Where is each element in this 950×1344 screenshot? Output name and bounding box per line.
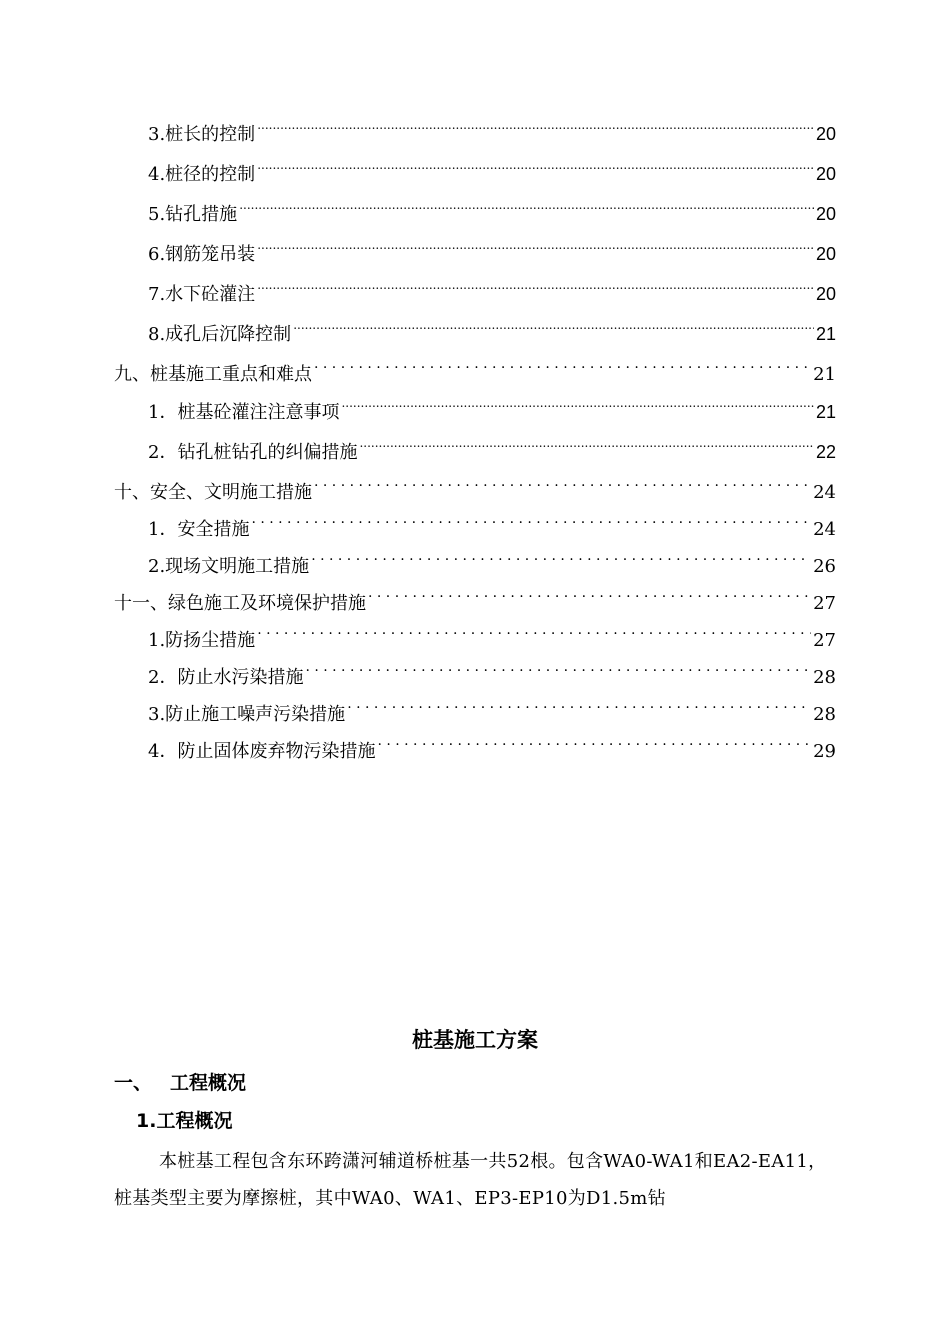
toc-entry-page: 26 — [813, 556, 836, 577]
body-paragraph: 本桩基工程包含东环跨潇河辅道桥桩基一共52根。包含WA0-WA1和EA2-EA11，桩基类型主要为摩擦桩，其中WA0、WA1、EP3-EP10为D1.5m钻 — [114, 1151, 827, 1209]
toc-entry-page: 21 — [815, 324, 836, 344]
toc-leader-dots — [305, 659, 811, 683]
toc-section-title: 十、安全、文明施工措施 — [114, 482, 312, 503]
toc-leader-dots — [239, 196, 814, 220]
toc-section[interactable] — [114, 474, 836, 503]
toc-leader-dots — [257, 622, 811, 646]
toc-leader-dots — [347, 696, 811, 720]
toc-entry-page: 20 — [815, 284, 836, 304]
toc-entry[interactable] — [148, 156, 836, 185]
toc-entry-title: 1．桩基砼灌注注意事项 — [148, 402, 340, 423]
toc-entry-page: 28 — [813, 667, 836, 688]
toc-entry[interactable] — [148, 434, 836, 463]
toc-entry-title: 1．安全措施 — [148, 519, 250, 540]
subsection-heading: 1.工程概况 — [136, 1110, 233, 1132]
toc-entry-title: 5.钻孔措施 — [148, 204, 238, 225]
toc-entry-title: 2．钻孔桩钻孔的纠偏措施 — [148, 442, 358, 463]
toc-entry-title: 2.现场文明施工措施 — [148, 556, 310, 577]
section-heading — [114, 1068, 246, 1095]
toc-entry[interactable] — [148, 394, 836, 423]
toc-entry-page: 22 — [815, 442, 836, 462]
toc-entry[interactable] — [148, 316, 836, 345]
toc-entry-title: 8.成孔后沉降控制 — [148, 324, 292, 345]
toc-entry-page: 24 — [813, 519, 836, 540]
toc-entry-title: 7.水下砼灌注 — [148, 284, 256, 305]
toc-section-title: 十一、绿色施工及环境保护措施 — [114, 593, 366, 614]
toc-leader-dots — [257, 276, 814, 300]
toc-entry[interactable] — [148, 733, 836, 762]
toc-leader-dots — [368, 585, 811, 609]
toc-entry-page: 27 — [813, 630, 836, 651]
toc-leader-dots — [341, 394, 814, 418]
document-title: 桩基施工方案 — [412, 1028, 538, 1052]
section-title: 工程概况 — [170, 1072, 247, 1094]
toc-entry-page: 21 — [815, 402, 836, 422]
toc-entry-page: 20 — [815, 244, 836, 264]
toc-section-title: 九、桩基施工重点和难点 — [114, 364, 312, 385]
toc-entry-title: 6.钢筋笼吊装 — [148, 244, 256, 265]
toc-leader-dots — [314, 474, 811, 498]
toc-entry[interactable] — [148, 696, 836, 725]
toc-entry-title: 3.桩长的控制 — [148, 124, 256, 145]
toc-section-page: 21 — [813, 364, 836, 385]
toc-entry-page: 29 — [813, 741, 836, 762]
toc-leader-dots — [257, 116, 814, 140]
toc-entry-title: 4.桩径的控制 — [148, 164, 256, 185]
toc-section[interactable] — [114, 585, 836, 614]
toc-entry-title: 3.防止施工噪声污染措施 — [148, 704, 346, 725]
toc-entry-page: 20 — [815, 124, 836, 144]
toc-entry-title: 1.防扬尘措施 — [148, 630, 256, 651]
toc-entry-page: 20 — [815, 164, 836, 184]
toc-entry[interactable] — [148, 622, 836, 651]
toc-entry-page: 20 — [815, 204, 836, 224]
toc-section-page: 27 — [813, 593, 836, 614]
toc-entry[interactable] — [148, 276, 836, 305]
toc-leader-dots — [257, 236, 814, 260]
toc-entry-title: 4．防止固体废弃物污染措施 — [148, 741, 376, 762]
toc-entry[interactable] — [148, 196, 836, 225]
toc-leader-dots — [251, 511, 811, 535]
toc-entry[interactable] — [148, 116, 836, 145]
toc-section[interactable] — [114, 356, 836, 385]
toc-entry[interactable] — [148, 236, 836, 265]
toc-entry[interactable] — [148, 548, 836, 577]
toc-leader-dots — [293, 316, 814, 340]
toc-leader-dots — [359, 434, 814, 458]
toc-leader-dots — [257, 156, 814, 180]
toc-entry-title: 2．防止水污染措施 — [148, 667, 304, 688]
section-number: 一、 — [114, 1072, 153, 1094]
toc-entry-page: 28 — [813, 704, 836, 725]
toc-leader-dots — [311, 548, 811, 572]
toc-leader-dots — [377, 733, 811, 757]
toc-leader-dots — [314, 356, 811, 380]
toc-section-page: 24 — [813, 482, 836, 503]
toc-entry[interactable] — [148, 511, 836, 540]
toc-entry[interactable] — [148, 659, 836, 688]
